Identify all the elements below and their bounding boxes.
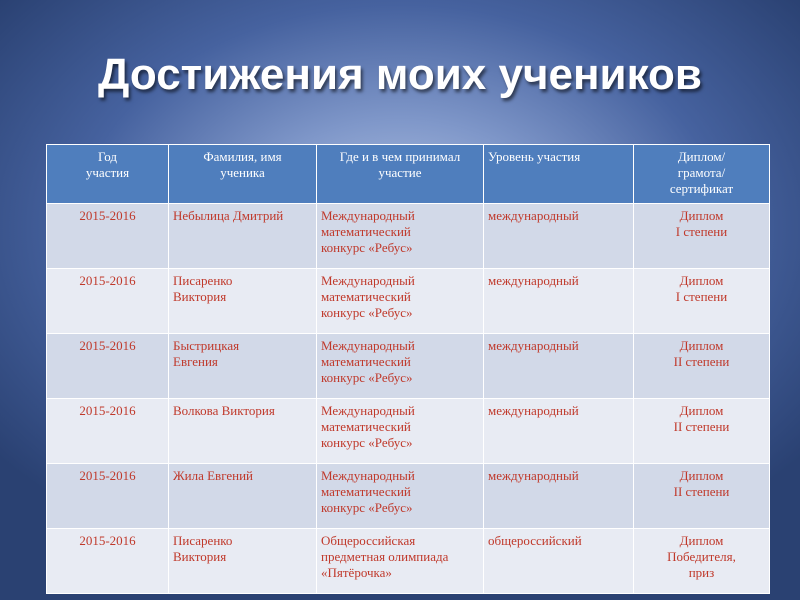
cell-student-name: Жила Евгений bbox=[169, 464, 317, 529]
header-level: Уровень участия bbox=[484, 145, 634, 204]
cell-student-name: Писаренко Виктория bbox=[169, 269, 317, 334]
cell-year: 2015-2016 bbox=[47, 204, 169, 269]
cell-year: 2015-2016 bbox=[47, 399, 169, 464]
cell-student-name: Писаренко Виктория bbox=[169, 529, 317, 594]
cell-student-name: Небылица Дмитрий bbox=[169, 204, 317, 269]
header-year: Год участия bbox=[47, 145, 169, 204]
table-row bbox=[47, 529, 770, 594]
cell-student-name: Волкова Виктория bbox=[169, 399, 317, 464]
cell-year: 2015-2016 bbox=[47, 334, 169, 399]
cell-award: Диплом II степени bbox=[634, 334, 770, 399]
cell-student-name: Быстрицкая Евгения bbox=[169, 334, 317, 399]
cell-event: Международный математический конкурс «Ребус» bbox=[317, 334, 484, 399]
header-event: Где и в чем принимал участие bbox=[317, 145, 484, 204]
cell-year: 2015-2016 bbox=[47, 269, 169, 334]
table-row bbox=[47, 399, 770, 464]
cell-award: Диплом II степени bbox=[634, 399, 770, 464]
cell-award: Диплом II степени bbox=[634, 464, 770, 529]
cell-event: Международный математический конкурс «Ребус» bbox=[317, 464, 484, 529]
table-header-row bbox=[47, 145, 770, 204]
cell-level: международный bbox=[484, 334, 634, 399]
header-award: Диплом/ грамота/ сертификат bbox=[634, 145, 770, 204]
cell-level: общероссийский bbox=[484, 529, 634, 594]
cell-award: Диплом I степени bbox=[634, 204, 770, 269]
slide-title: Достижения моих учеников bbox=[98, 50, 702, 99]
header-student-name: Фамилия, имя ученика bbox=[169, 145, 317, 204]
cell-award: Диплом Победителя, приз bbox=[634, 529, 770, 594]
cell-level: международный bbox=[484, 464, 634, 529]
table-row bbox=[47, 204, 770, 269]
cell-event: Международный математический конкурс «Ребус» bbox=[317, 399, 484, 464]
table-row bbox=[47, 269, 770, 334]
cell-level: международный bbox=[484, 399, 634, 464]
cell-event: Международный математический конкурс «Ребус» bbox=[317, 269, 484, 334]
cell-award: Диплом I степени bbox=[634, 269, 770, 334]
cell-year: 2015-2016 bbox=[47, 529, 169, 594]
table-row bbox=[47, 464, 770, 529]
cell-event: Общероссийская предметная олимпиада «Пятёрочка» bbox=[317, 529, 484, 594]
table-row bbox=[47, 334, 770, 399]
cell-year: 2015-2016 bbox=[47, 464, 169, 529]
cell-level: международный bbox=[484, 204, 634, 269]
cell-level: международный bbox=[484, 269, 634, 334]
achievements-table bbox=[46, 144, 770, 594]
cell-event: Международный математический конкурс «Ребус» bbox=[317, 204, 484, 269]
